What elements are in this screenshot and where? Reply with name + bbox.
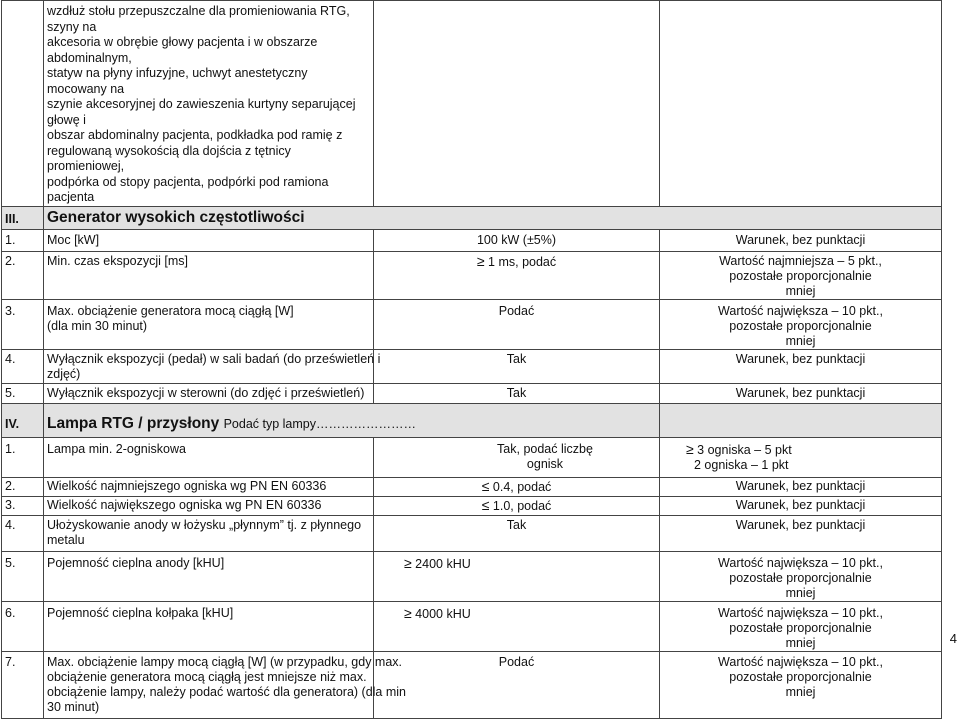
parameter-line: Wyłącznik ekspozycji w sterowni (do zdjęć i prześwietleń) [47,385,365,400]
evaluation-line: pozostałe proporcjonalnie [729,620,872,635]
evaluation-line: Wartość największa – 10 pkt., [718,555,883,570]
greater-equal-icon: ≥ [404,554,412,571]
row-evaluation [660,651,942,718]
intro-text-cell [44,1,374,207]
evaluation-line [686,442,938,458]
parameter-line: Max. obciążenie generatora mocą ciągłą [W] [47,303,294,318]
row-parameter [44,551,374,601]
evaluation-text: 3 ogniska – 5 pkt [697,442,792,457]
intro-line: regulowaną wysokością dla dojścia z tętnicy promieniowej, [47,143,291,173]
row-number: 5. [2,383,44,403]
parameter-line: zdjęć) [47,366,81,381]
row-number: 4. [2,515,44,551]
row-requirement [374,651,660,718]
row-evaluation [660,299,942,349]
section-subtitle: Podać typ lampy…………………… [223,416,416,431]
row-number: 3. [2,299,44,349]
row-evaluation [660,515,942,551]
evaluation-line: Warunek, bez punktacji [735,478,866,493]
row-parameter [44,651,406,718]
row-parameter [44,515,374,551]
table-row [2,477,942,496]
requirement-line: 0.4, podać [492,479,552,494]
evaluation-line: Warunek, bez punktacji [735,497,866,512]
parameter-line: Wielkość największego ogniska wg PN EN 60336 [47,497,322,512]
row-parameter [44,601,374,651]
evaluation-line: mniej [785,585,816,600]
evaluation-line: Warunek, bez punktacji [735,351,866,366]
section-number: IV. [2,403,44,437]
table-row [2,383,942,403]
row-number: 2. [2,251,44,299]
intro-line: akcesoria w obrębie głowy pacjenta i w obszarze abdominalnym, [47,35,318,65]
parameter-line: Pojemność cieplna anody [kHU] [47,555,225,570]
table-row [2,349,942,383]
row-number: 5. [2,551,44,601]
evaluation-line: 2 ogniska – 1 pkt [694,457,789,472]
row-evaluation [660,551,942,601]
row-parameter [44,251,374,299]
parameter-line: Max. obciążenie lampy mocą ciągłą [W] (w przypadku, gdy max. [47,654,402,669]
intro-num-cell [2,1,44,207]
evaluation-line: mniej [785,333,816,348]
section-header-row [2,403,942,437]
evaluation-line: pozostałe proporcjonalnie [729,318,872,333]
parameter-line: obciążenie generatora mocą ciągłą jest mniejsze niż max. [47,669,367,684]
evaluation-line: Wartość największa – 10 pkt., [718,303,883,318]
row-requirement [374,229,660,251]
row-requirement [374,383,660,403]
requirement-line: Tak [506,517,527,532]
table-row [2,437,942,477]
intro-req-cell [374,1,660,207]
row-requirement [374,601,660,651]
evaluation-line: mniej [785,635,816,650]
parameter-line: obciążenie lampy, należy podać wartość dla generatora) (dla min [47,684,406,699]
intro-line: statyw na płyny infuzyjne, uchwyt anestetyczny mocowany na [47,66,308,96]
table-row [2,601,942,651]
row-number: 1. [2,229,44,251]
table-row [2,496,942,515]
row-number: 6. [2,601,44,651]
evaluation-line: Wartość największa – 10 pkt., [718,605,883,620]
row-number: 3. [2,496,44,515]
table-row [2,251,942,299]
row-number: 7. [2,651,44,718]
parameter-line: 30 minut) [47,699,100,714]
row-evaluation [660,437,942,477]
row-evaluation [660,496,942,515]
evaluation-line: mniej [785,684,816,699]
row-requirement [374,496,660,515]
row-number: 4. [2,349,44,383]
requirement-line: 1.0, podać [492,498,552,513]
table-row [2,299,942,349]
less-equal-icon: ≤ [481,477,490,494]
parameter-line: Min. czas ekspozycji [ms] [47,253,189,268]
row-requirement [374,349,660,383]
row-requirement [374,299,660,349]
intro-line: podpórka od stopy pacjenta, podpórki pod ramiona pacjenta [47,174,329,204]
section-number: III. [2,206,44,229]
row-requirement [374,437,660,477]
evaluation-line: mniej [785,283,816,298]
requirement-line: ognisk [526,456,564,471]
row-evaluation [660,251,942,299]
parameter-line: Wielkość najmniejszego ogniska wg PN EN 60336 [47,478,327,493]
intro-line: szynie akcesoryjnej do zawieszenia kurtyny separującej głowę i [47,97,356,127]
row-parameter [44,496,374,515]
parameter-line: Ułożyskowanie anody w łożysku „płynnym” tj. z płynnego [47,517,362,532]
row-requirement [374,551,660,601]
table-row [2,651,942,718]
evaluation-line: Warunek, bez punktacji [735,232,866,247]
requirement-line: Podać [498,654,535,669]
requirement-line: 100 kW (±5%) [476,232,557,247]
evaluation-line: Warunek, bez punktacji [735,517,866,532]
requirement-line: 2400 kHU [415,556,471,571]
row-evaluation [660,601,942,651]
evaluation-line: Wartość najmniejsza – 5 pkt., [719,253,882,268]
parameter-line: Moc [kW] [47,232,100,247]
section-title: Generator wysokich częstotliwości [44,206,942,229]
requirement-line: 4000 kHU [415,606,471,621]
less-equal-icon: ≤ [481,496,490,513]
table-row [2,551,942,601]
table-row [2,515,942,551]
parameter-line: (dla min 30 minut) [47,318,148,333]
intro-row [2,1,942,207]
row-evaluation [660,383,942,403]
specification-table [1,0,942,719]
evaluation-line: Wartość największa – 10 pkt., [718,654,883,669]
evaluation-line: pozostałe proporcjonalnie [729,570,872,585]
row-parameter [44,383,374,403]
parameter-line: Lampa min. 2-ogniskowa [47,441,186,456]
intro-line: wzdłuż stołu przepuszczalne dla promieniowania RTG, szyny na [47,4,350,34]
evaluation-line: Warunek, bez punktacji [735,385,866,400]
parameter-line: Pojemność cieplna kołpaka [kHU] [47,605,234,620]
row-evaluation [660,229,942,251]
evaluation-line: pozostałe proporcjonalnie [729,268,872,283]
intro-line: obszar abdominalny pacjenta, podkładka pod ramię z [47,128,343,142]
evaluation-line: pozostałe proporcjonalnie [729,669,872,684]
requirement-line: Podać [498,303,535,318]
row-parameter [44,349,381,383]
page-number: 4 [949,631,957,646]
greater-equal-icon: ≥ [476,252,485,269]
row-requirement [374,477,660,496]
intro-eval-cell [660,1,942,207]
parameter-line: metalu [47,532,85,547]
requirement-line: Tak, podać liczbę [497,441,593,456]
row-parameter [44,477,374,496]
row-number: 2. [2,477,44,496]
row-requirement [374,251,660,299]
requirement-line: 1 ms, podać [488,254,557,269]
greater-equal-icon: ≥ [686,440,694,457]
table-row [2,229,942,251]
greater-equal-icon: ≥ [404,604,412,621]
row-requirement [374,515,660,551]
section-title-cell [44,403,660,437]
requirement-line: Tak [506,385,527,400]
section-title: Lampa RTG / przysłony [47,414,220,432]
row-parameter [44,437,374,477]
parameter-line: Wyłącznik ekspozycji (pedał) w sali badań (do prześwietleń i [47,351,381,366]
requirement-line: Tak [506,351,527,366]
row-parameter [44,229,374,251]
section-header-row [2,206,942,229]
row-number: 1. [2,437,44,477]
row-evaluation [660,349,942,383]
section-blank-cell [660,403,942,437]
row-parameter [44,299,374,349]
row-evaluation [660,477,942,496]
